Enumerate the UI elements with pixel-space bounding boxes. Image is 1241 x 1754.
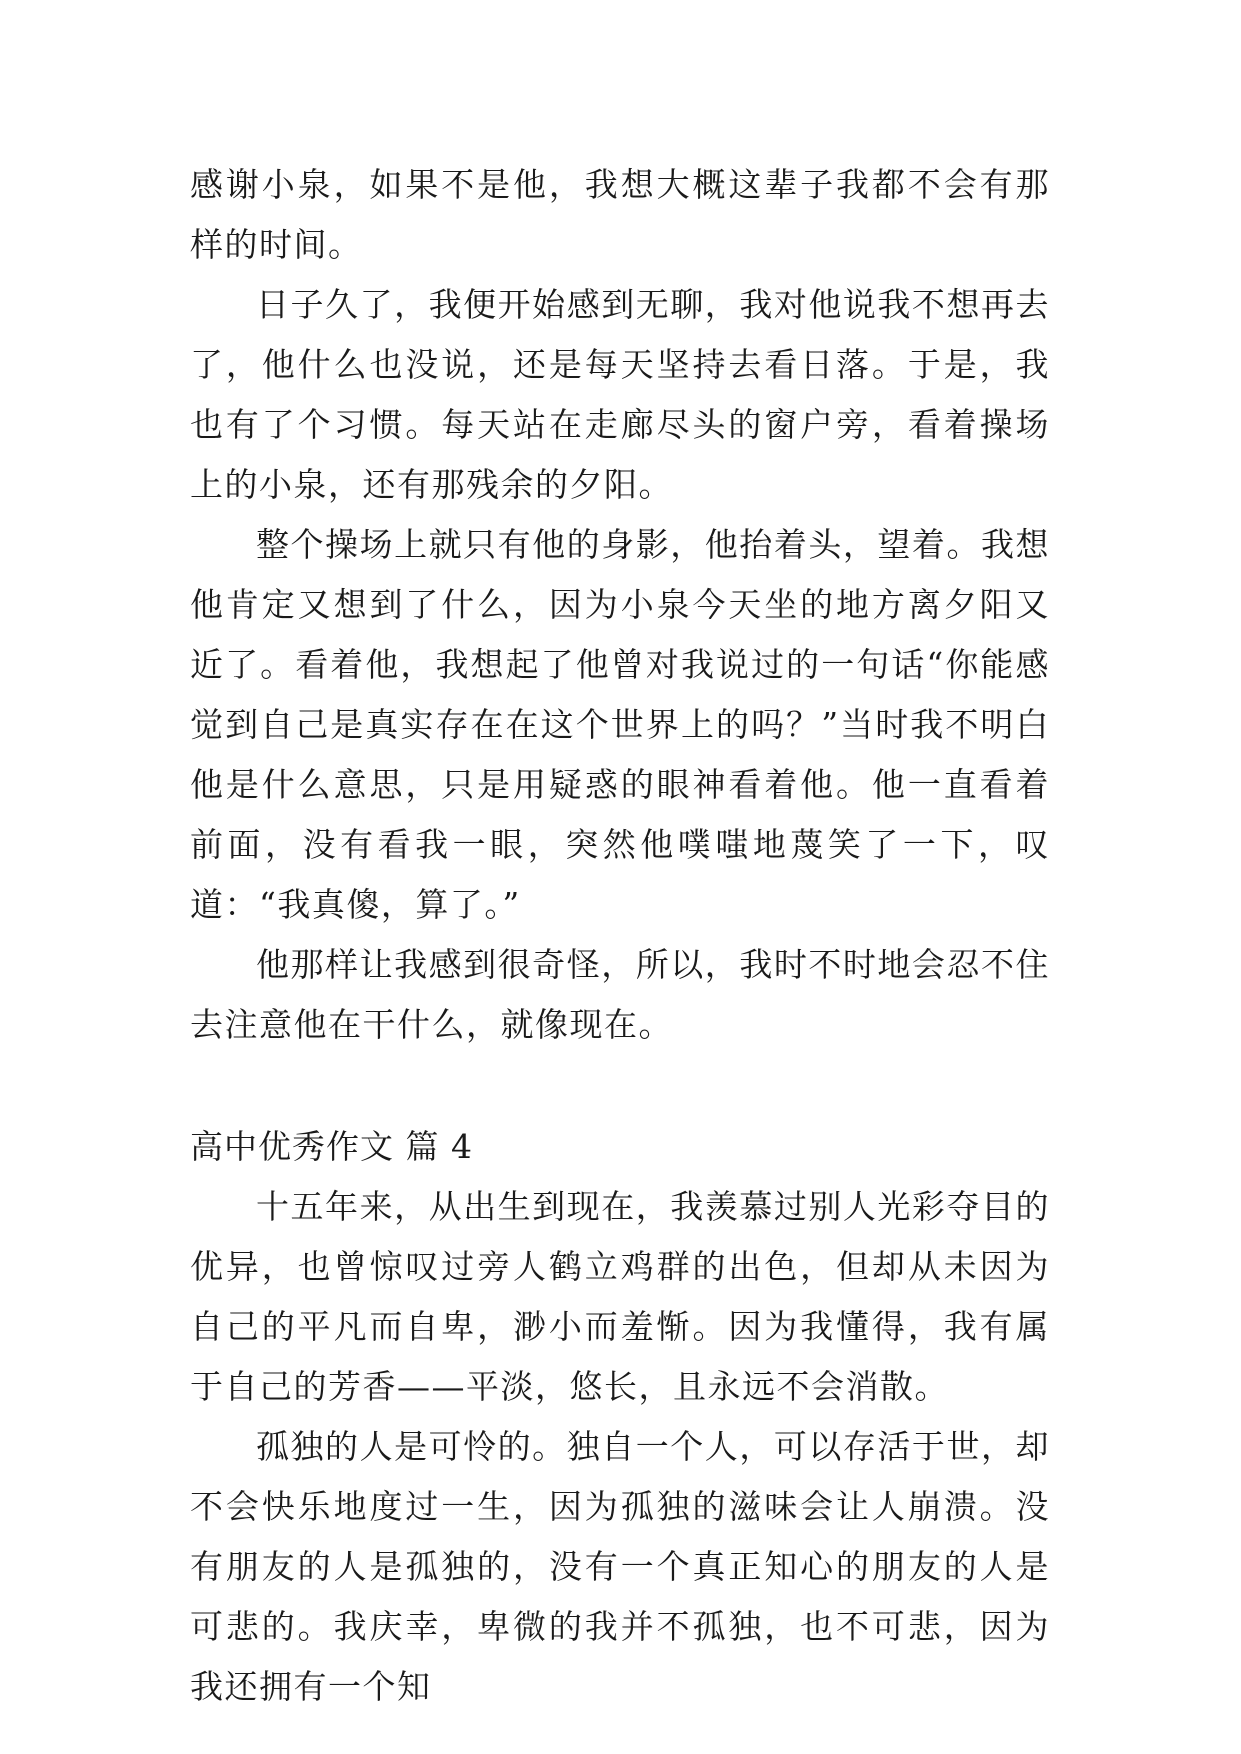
section-heading: 高中优秀作文 篇 4 xyxy=(190,1127,473,1166)
paragraph: 孤独的人是可怜的。独自一个人，可以存活于世，却不会快乐地度过一生，因为孤独的滋味会让人崩溃。没有朋友的人是孤独的，没有一个真正知心的朋友的人是可悲的。我庆幸，卑微的我并不孤独，也不可悲，因为我还拥有一个知 xyxy=(190,1427,1050,1706)
paragraph: 日子久了，我便开始感到无聊，我对他说我不想再去了，他什么也没说，还是每天坚持去看日落。于是，我也有了个习惯。每天站在走廊尽头的窗户旁，看着操场上的小泉，还有那残余的夕阳。 xyxy=(190,285,1050,504)
document-body xyxy=(190,155,1050,1717)
paragraph: 整个操场上就只有他的身影，他抬着头，望着。我想他肯定又想到了什么，因为小泉今天坐的地方离夕阳又近了。看着他，我想起了他曾对我说过的一句话“你能感觉到自己是真实存在在这个世界上的吗？”当时我不明白他是什么意思，只是用疑惑的眼神看着他。他一直看着前面，没有看我一眼，突然他噗嗤地蔑笑了一下，叹道：“我真傻，算了。” xyxy=(190,525,1050,924)
paragraph-continuation: 感谢小泉，如果不是他，我想大概这辈子我都不会有那样的时间。 xyxy=(190,165,1050,264)
paragraph: 十五年来，从出生到现在，我羡慕过别人光彩夺目的优异，也曾惊叹过旁人鹤立鸡群的出色，但却从未因为自己的平凡而自卑，渺小而羞惭。因为我懂得，我有属于自己的芳香——平淡，悠长，且永远不会消散。 xyxy=(190,1187,1050,1406)
paragraph: 他那样让我感到很奇怪，所以，我时不时地会忍不住去注意他在干什么，就像现在。 xyxy=(190,945,1050,1044)
